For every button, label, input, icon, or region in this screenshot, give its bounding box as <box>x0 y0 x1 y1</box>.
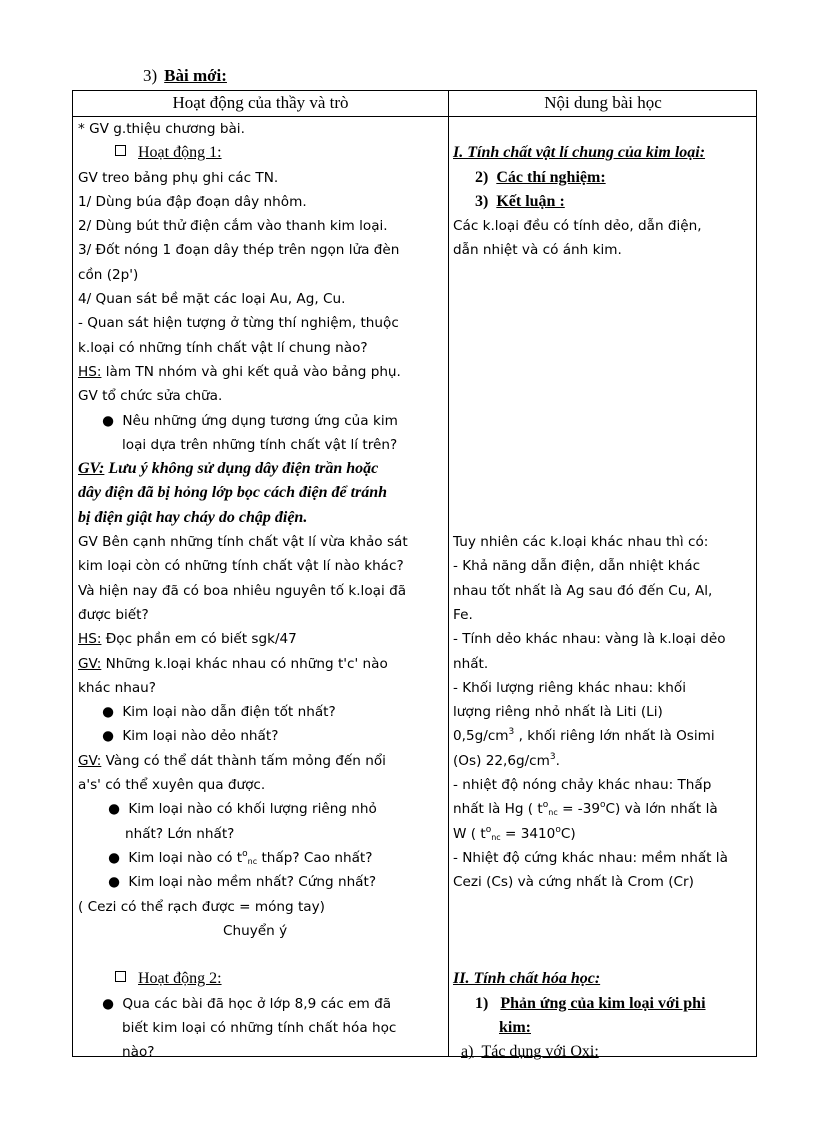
content-column <box>453 117 753 1065</box>
subheading-oxygen: a) Tác dụng với Oxi: <box>461 1043 599 1061</box>
bullet-icon: ● <box>108 849 120 866</box>
content-line: W ( $t^o_{nc} = 3410^oC$) <box>453 824 576 842</box>
content-line: nhất. <box>453 655 489 672</box>
activity-line: 4/ Quan sát bề mặt các loại Au, Ag, Cu. <box>78 291 346 308</box>
bullet-icon: ● <box>108 801 120 818</box>
activity-line: cồn (2p') <box>78 266 139 283</box>
content-line: - nhiệt độ nóng chảy khác nhau: Thấp <box>453 777 712 794</box>
content-line: nhau tốt nhất là Ag sau đó đến Cu, Al, <box>453 582 713 599</box>
content-line: lượng riêng nhỏ nhất là Liti (Li) <box>453 704 663 721</box>
content-line: Các k.loại đều có tính dẻo, dẫn điện, <box>453 218 702 235</box>
content-line: (Os) $22,6g/cm^3$. <box>453 751 560 769</box>
activity-line: HS: Đọc phần em có biết sgk/47 <box>78 631 297 648</box>
activity-line: 3/ Đốt nóng 1 đoạn dây thép trên ngọn lửa đèn <box>78 242 400 259</box>
content-line: $0,5g/cm^3$ , khối riêng lớn nhất là Osimi <box>453 727 715 745</box>
bullet-item: ● Kim loại nào có khối lượng riêng nhỏ <box>78 797 444 821</box>
activity-line: được biết? <box>78 606 149 623</box>
column-divider <box>448 91 449 1056</box>
content-line: Tuy nhiên các k.loại khác nhau thì có: <box>453 534 709 551</box>
activity-line: * GV g.thiệu chương bài. <box>78 121 245 137</box>
warning-line: dây điện đã bị hỏng lớp bọc cách điện để tránh <box>78 484 388 502</box>
content-line: nhất là Hg ( $t^o_{nc} = -39^oC$) và lớn nhất là <box>453 800 718 818</box>
transition-line: Chuyển ý <box>223 922 288 939</box>
bullet-item: ● Kim loại nào dẫn điện tốt nhất? <box>78 700 444 724</box>
content-line: - Tính dẻo khác nhau: vàng là k.loại dẻo <box>453 631 726 648</box>
square-bullet-icon <box>115 145 126 156</box>
content-line: Cezi (Cs) và cứng nhất là Crom (Cr) <box>453 874 694 891</box>
activity-line: khác nhau? <box>78 679 157 696</box>
subheading-reaction-nonmetal: 1) Phản ứng của kim loại với phi <box>475 994 706 1012</box>
activity-column <box>78 117 444 1065</box>
activity-line: 2/ Dùng bút thử điện cắm vào thanh kim loại. <box>78 218 388 235</box>
activity-line: GV tổ chức sửa chữa. <box>78 388 223 405</box>
section-heading <box>143 66 227 86</box>
bullet-icon: ● <box>102 728 114 745</box>
content-line: - Nhiệt độ cứng khác nhau: mềm nhất là <box>453 849 728 866</box>
bullet-item: ● Kim loại nào dẻo nhất? <box>78 724 444 748</box>
subheading-reaction-nonmetal-cont: kim: <box>499 1018 531 1036</box>
activity-line: - Quan sát hiện tượng ở từng thí nghiệm, thuộc <box>78 315 399 332</box>
content-line: Fe. <box>453 606 473 623</box>
bullet-icon: ● <box>102 704 114 721</box>
activity-line: ( Cezi có thể rạch được = móng tay) <box>78 898 325 915</box>
activity-2-heading: Hoạt động 2: <box>78 967 444 991</box>
section-ii-heading: II. Tính chất hóa học: <box>453 970 601 988</box>
header-lesson-content: Nội dung bài học <box>544 93 662 112</box>
lesson-table <box>72 90 757 1061</box>
section-number: 3) <box>143 66 158 85</box>
spacer <box>453 117 753 141</box>
activity-line: k.loại có những tính chất vật lí chung nào? <box>78 339 368 356</box>
bullet-icon: ● <box>102 412 114 429</box>
bullet-item: ● Kim loại nào có $t^o_{nc}$ thấp? Cao nhất? <box>78 846 444 870</box>
content-line: - Khối lượng riêng khác nhau: khối <box>453 679 687 696</box>
warning-line: bị điện giật hay cháy do chập điện. <box>78 508 308 526</box>
activity-1-heading: Hoạt động 1: <box>78 141 444 165</box>
spacer <box>78 943 444 967</box>
activity-line: GV: Vàng có thể dát thành tấm mỏng đến nổi <box>78 752 386 769</box>
activity-line: GV: Những k.loại khác nhau có những t'c' nào <box>78 655 388 672</box>
section-title: Bài mới: <box>164 66 227 85</box>
bullet-item: ● Kim loại nào mềm nhất? Cứng nhất? <box>78 870 444 894</box>
activity-line: a's' có thể xuyên qua được. <box>78 777 266 794</box>
bullet-continuation: nào? <box>122 1044 155 1061</box>
content-line: - Khả năng dẫn điện, dẫn nhiệt khác <box>453 558 701 575</box>
bullet-item: ● Nêu những ứng dụng tương ứng của kim <box>78 409 444 433</box>
activity-line: GV Bên cạnh những tính chất vật lí vừa khảo sát <box>78 534 408 551</box>
bullet-continuation: loại dựa trên những tính chất vật lí trên? <box>122 436 398 453</box>
subheading-conclusion: 3) Kết luận : <box>475 192 565 210</box>
activity-line: GV treo bảng phụ ghi các TN. <box>78 169 279 186</box>
activity-line: Và hiện nay đã có boa nhiêu nguyên tố k.loại đã <box>78 582 407 599</box>
bullet-continuation: biết kim loại có những tính chất hóa học <box>122 1019 397 1036</box>
activity-line: 1/ Dùng búa đập đoạn dây nhôm. <box>78 193 307 210</box>
section-i-heading: I. Tính chất vật lí chung của kim loại: <box>453 144 706 162</box>
bullet-icon: ● <box>108 874 120 891</box>
bullet-item: ● Qua các bài đã học ở lớp 8,9 các em đã <box>78 992 444 1016</box>
header-teacher-student-activity: Hoạt động của thầy và trò <box>172 93 349 112</box>
content-line: dẫn nhiệt và có ánh kim. <box>453 242 622 259</box>
bullet-continuation: nhất? Lớn nhất? <box>125 825 235 842</box>
square-bullet-icon <box>115 971 126 982</box>
activity-line: HS: làm TN nhóm và ghi kết quả vào bảng phụ. <box>78 363 401 380</box>
warning-line: GV: Lưu ý không sử dụng dây điện trần hoặc <box>78 460 379 478</box>
activity-line: kim loại còn có những tính chất vật lí nào khác? <box>78 558 404 575</box>
bullet-icon: ● <box>102 995 114 1012</box>
subheading-experiments: 2) Các thí nghiệm: <box>475 168 606 186</box>
